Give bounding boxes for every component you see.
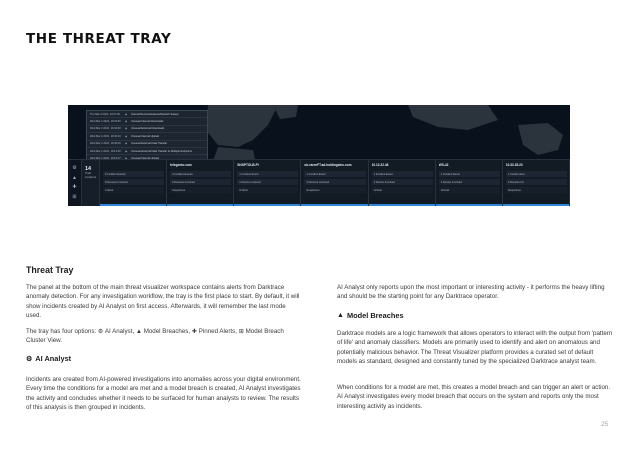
warning-icon: ▲ <box>337 312 344 319</box>
incident-row[interactable]: Wed Mar 2 2022, 19:42:00 ◉ Unusual External Downloads <box>87 126 207 133</box>
incident-cards <box>100 160 570 206</box>
incident-card[interactable]: uk-rarenFT.ad.holdingsinc.com 1 Incident Event 3 Devices Involved Suspicious <box>301 160 368 206</box>
page-number: 25 <box>601 421 609 428</box>
model-breaches-heading: ▲ Model Breaches <box>337 311 404 320</box>
incident-row[interactable]: Wed Mar 2 2022, 19:42:50 ◉ Unusual Internal Downloads <box>87 118 207 125</box>
incident-card[interactable]: SNSPTOLB-PI 1 Incident Event 1 Device Involved Critical <box>234 160 301 206</box>
incident-row[interactable]: Wed Mar 2 2022, 19:13:20 ◉ Unusual External Data Transfer to Multiple Endpoints <box>87 148 207 155</box>
incident-card[interactable]: telegento.com 4 Incident Events 6 Devices Involved Suspicious <box>167 160 234 206</box>
incident-card[interactable]: 6 Incident Events 8 Devices Involved Critical <box>100 160 167 206</box>
incident-icon: ◉ <box>125 142 128 146</box>
options-paragraph: The tray has four options: ⚙ AI Analyst, ▲ Model Breaches, ✚ Pinned Alerts, ⊞ Model Breach Cluster View. <box>26 328 284 345</box>
tray-mode-icons <box>68 160 82 206</box>
warning-icon: ▲ <box>135 328 142 335</box>
ai-analyst-summary-paragraph: AI Analyst only reports upon the most important or interesting activity - it performs the heavy lifting and should be the starting point for any Darktrace operator. <box>337 284 605 301</box>
ai-analyst-paragraph: Incidents are created from AI-powered investigations into anomalies across your digital environment. Every time the conditions for a model are met and a model breach is created, AI Analyst investigates the activity and concludes whether it needs to be surfaced for human analysts to review. The results of this analysis is then grouped in incidents. <box>26 376 301 412</box>
section-heading: Threat Tray <box>26 265 74 275</box>
incident-row[interactable]: Wed Mar 2 2022, 19:40:10 ◉ Unusual Internal Upload <box>87 133 207 140</box>
incident-card[interactable]: 10.12.32.48 1 Incident Event 1 Device Involved Critical <box>369 160 436 206</box>
incident-icon: ◉ <box>125 127 128 131</box>
incident-count: 14 Total Incidents <box>82 160 100 206</box>
incident-card[interactable]: 10.33.35.23 1 Incident Eve 2 Devices Inv Suspicious <box>503 160 570 206</box>
model-breach-conditions-paragraph: When conditions for a model are met, this creates a model breach and can trigger an alert or action. AI Analyst investigates every model breach that occurs on the system and reports only the most interesting activity as incidents. <box>337 384 611 410</box>
pin-icon: ✚ <box>191 328 198 335</box>
threat-tray <box>68 159 570 206</box>
incident-icon: ◉ <box>125 134 128 138</box>
incident-icon: ◉ <box>125 120 128 124</box>
ai-analyst-icon: ⚙ <box>97 328 104 335</box>
ai-analyst-icon: ⚙ <box>26 355 33 363</box>
model-breaches-icon[interactable]: ▲ <box>72 174 77 181</box>
incident-row[interactable]: Thu Mar 3 2022, 10:27:00 ◉ Internal Reconnaissance/Network Sweep <box>87 111 207 118</box>
incident-icon: ◉ <box>125 112 128 116</box>
cluster-icon: ⊞ <box>238 328 244 335</box>
incident-row[interactable]: Wed Mar 2 2022, 19:40:00 ◉ Unusual External Data Transfer <box>87 141 207 148</box>
model-breach-cluster-icon[interactable]: ⊞ <box>72 193 77 200</box>
incident-card[interactable]: WS-42 1 Incident Event 1 Device Involved Critical <box>436 160 503 206</box>
ai-analyst-heading: ⚙ AI Analyst <box>26 354 72 363</box>
incident-icon: ◉ <box>125 149 128 153</box>
model-breaches-paragraph: Darktrace models are a logic framework that allows operators to interact with the output from 'pattern of life' and anomaly classifiers. Models are primarily used to identify and alert on anomalous and potentially malicious behavior. The Threat Visualizer platform provides a curated set of default models as standard, designed and constantly tuned by the specialized Darktrace analyst team. <box>337 330 613 366</box>
intro-paragraph: The panel at the bottom of the main threat visualizer workspace contains alerts from Darktrace anomaly detection. For any investigation workflow, the tray is the first place to start. By default, it will show incidents created by AI Analyst on first access. Afterwards, it will remember the last mode used. <box>26 284 300 320</box>
page-title: THE THREAT TRAY <box>26 31 172 47</box>
ai-analyst-icon[interactable]: ⚙ <box>72 165 77 172</box>
pinned-alerts-icon[interactable]: ✚ <box>72 184 77 191</box>
